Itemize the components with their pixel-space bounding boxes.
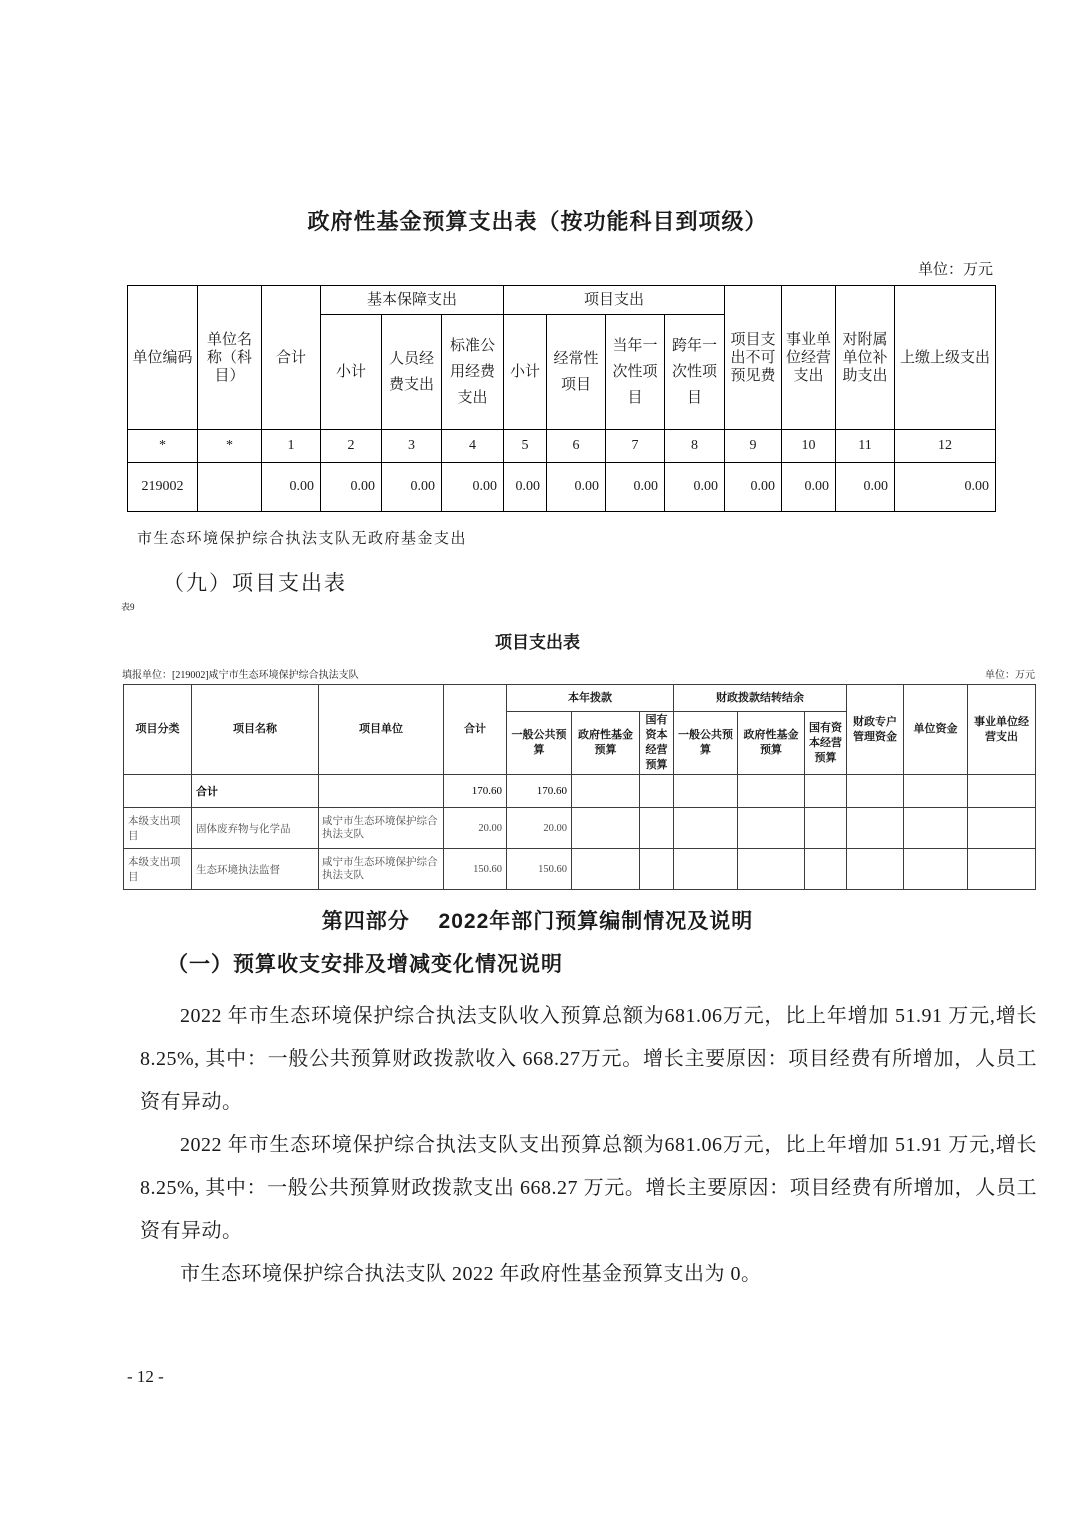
value-cell [572, 775, 640, 808]
column-header: 单位资金 [904, 685, 968, 775]
value-cell [640, 849, 674, 890]
part4-heading: 第四部分 2022年部门预算编制情况及说明 [321, 910, 754, 933]
part4-subheading: （一）预算收支安排及增减变化情况说明 [167, 953, 563, 976]
value-cell: 20.00 [444, 808, 507, 849]
value-cell: 0.00 [606, 463, 665, 512]
table1-footnote: 市生态环境保护综合执法支队无政府基金支出 [137, 531, 468, 547]
column-header: 合计 [444, 685, 507, 775]
index-cell: 12 [895, 430, 996, 463]
column-index-row [128, 430, 996, 463]
unit-name-cell [198, 463, 262, 512]
index-cell: 11 [836, 430, 895, 463]
category-cell: 本级支出项目 [124, 808, 192, 849]
table2-title: 项目支出表 [495, 633, 580, 652]
table-row [124, 849, 1036, 890]
value-cell: 0.00 [504, 463, 547, 512]
column-header: 对附属单位补助支出 [836, 286, 895, 430]
column-header: 合计 [262, 286, 321, 430]
table1-unit-label: 单位：万元 [917, 262, 993, 278]
value-cell [847, 808, 904, 849]
value-cell: 0.00 [725, 463, 782, 512]
value-cell: 0.00 [895, 463, 996, 512]
value-cell [904, 808, 968, 849]
page-number: - 12 - [127, 1367, 164, 1386]
table-row-total [124, 775, 1036, 808]
value-cell [968, 849, 1036, 890]
value-cell [805, 808, 847, 849]
value-cell: 150.60 [507, 849, 572, 890]
value-cell: 0.00 [382, 463, 442, 512]
unit-code-cell: 219002 [128, 463, 198, 512]
index-cell: 5 [504, 430, 547, 463]
value-cell [738, 775, 805, 808]
index-cell: 4 [442, 430, 504, 463]
project-name-cell: 合计 [192, 775, 319, 808]
value-cell [738, 849, 805, 890]
index-cell: * [128, 430, 198, 463]
column-subheader: 国有资本经营预算 [640, 712, 674, 775]
project-unit-cell: 咸宁市生态环境保护综合执法支队 [319, 849, 444, 890]
column-header: 事业单位经营支出 [968, 685, 1036, 775]
value-cell: 170.60 [507, 775, 572, 808]
index-cell: 6 [547, 430, 606, 463]
category-cell: 本级支出项目 [124, 849, 192, 890]
project-expenditure-table [123, 684, 1036, 890]
value-cell: 0.00 [262, 463, 321, 512]
column-subheader: 小计 [321, 315, 382, 430]
paragraph: 2022 年市生态环境保护综合执法支队收入预算总额为681.06万元，比上年增加 51.91 万元,增长 8.25%, 其中：一般公共预算财政拨款收入 668.27万元。增长主要原因：项目经费有所增加，人员工资有异动。 [140, 1005, 1037, 1113]
column-subheader: 人员经费支出 [382, 315, 442, 430]
gov-fund-budget-table [127, 285, 996, 512]
table-row [124, 808, 1036, 849]
value-cell: 0.00 [442, 463, 504, 512]
value-cell [805, 849, 847, 890]
index-cell: 7 [606, 430, 665, 463]
table1-title: 政府性基金预算支出表（按功能科目到项级） [307, 209, 768, 234]
column-header: 上缴上级支出 [895, 286, 996, 430]
value-cell [572, 849, 640, 890]
column-subheader: 政府性基金预算 [572, 712, 640, 775]
value-cell: 0.00 [836, 463, 895, 512]
column-subheader: 标准公用经费支出 [442, 315, 504, 430]
index-cell: 9 [725, 430, 782, 463]
column-header: 单位名称（科目） [198, 286, 262, 430]
value-cell [805, 775, 847, 808]
column-header: 项目分类 [124, 685, 192, 775]
column-subheader: 经常性项目 [547, 315, 606, 430]
value-cell [968, 775, 1036, 808]
value-cell [674, 849, 738, 890]
column-group-header: 本年拨款 [507, 685, 674, 712]
column-subheader: 一般公共预算 [507, 712, 572, 775]
column-header: 项目支出不可预见费 [725, 286, 782, 430]
value-cell: 20.00 [507, 808, 572, 849]
index-cell: * [198, 430, 262, 463]
value-cell [674, 808, 738, 849]
value-cell [640, 775, 674, 808]
filler-unit-label: 填报单位：[219002]咸宁市生态环境保护综合执法支队 [122, 670, 359, 681]
column-subheader: 跨年一次性项目 [665, 315, 725, 430]
column-subheader: 政府性基金预算 [738, 712, 805, 775]
value-cell [968, 808, 1036, 849]
value-cell [904, 775, 968, 808]
column-group-header: 基本保障支出 [321, 286, 504, 315]
column-header: 项目单位 [319, 685, 444, 775]
project-unit-cell: 咸宁市生态环境保护综合执法支队 [319, 808, 444, 849]
column-header: 财政专户管理资金 [847, 685, 904, 775]
column-subheader: 一般公共预算 [674, 712, 738, 775]
value-cell [572, 808, 640, 849]
index-cell: 1 [262, 430, 321, 463]
column-subheader: 国有资本经营预算 [805, 712, 847, 775]
category-cell [124, 775, 192, 808]
table2-unit-label: 单位：万元 [985, 670, 1035, 681]
value-cell [904, 849, 968, 890]
value-cell [847, 775, 904, 808]
column-header: 项目名称 [192, 685, 319, 775]
value-cell: 0.00 [321, 463, 382, 512]
section9-heading: （九）项目支出表 [163, 571, 347, 595]
index-cell: 3 [382, 430, 442, 463]
value-cell [674, 775, 738, 808]
value-cell: 150.60 [444, 849, 507, 890]
column-subheader: 小计 [504, 315, 547, 430]
index-cell: 8 [665, 430, 725, 463]
table2-meta-line [122, 666, 1035, 681]
column-header: 单位编码 [128, 286, 198, 430]
project-name-cell: 生态环境执法监督 [192, 849, 319, 890]
column-group-header: 财政拨款结转结余 [674, 685, 847, 712]
part4-body [140, 995, 1037, 1296]
table9-tag: 表9 [121, 602, 135, 612]
index-cell: 2 [321, 430, 382, 463]
value-cell: 0.00 [782, 463, 836, 512]
value-cell [640, 808, 674, 849]
paragraph: 市生态环境保护综合执法支队 2022 年政府性基金预算支出为 0。 [180, 1263, 762, 1285]
column-header: 事业单位经营支出 [782, 286, 836, 430]
project-unit-cell [319, 775, 444, 808]
value-cell: 0.00 [665, 463, 725, 512]
value-cell [738, 808, 805, 849]
column-group-header: 项目支出 [504, 286, 725, 315]
paragraph: 2022 年市生态环境保护综合执法支队支出预算总额为681.06万元，比上年增加 51.91 万元,增长 8.25%, 其中：一般公共预算财政拨款支出 668.27 万元。增长主要原因：项目经费有所增加，人员工资有异动。 [140, 1134, 1037, 1242]
table-row [128, 463, 996, 512]
project-name-cell: 固体废弃物与化学品 [192, 808, 319, 849]
value-cell: 170.60 [444, 775, 507, 808]
column-subheader: 当年一次性项目 [606, 315, 665, 430]
value-cell: 0.00 [547, 463, 606, 512]
index-cell: 10 [782, 430, 836, 463]
value-cell [847, 849, 904, 890]
